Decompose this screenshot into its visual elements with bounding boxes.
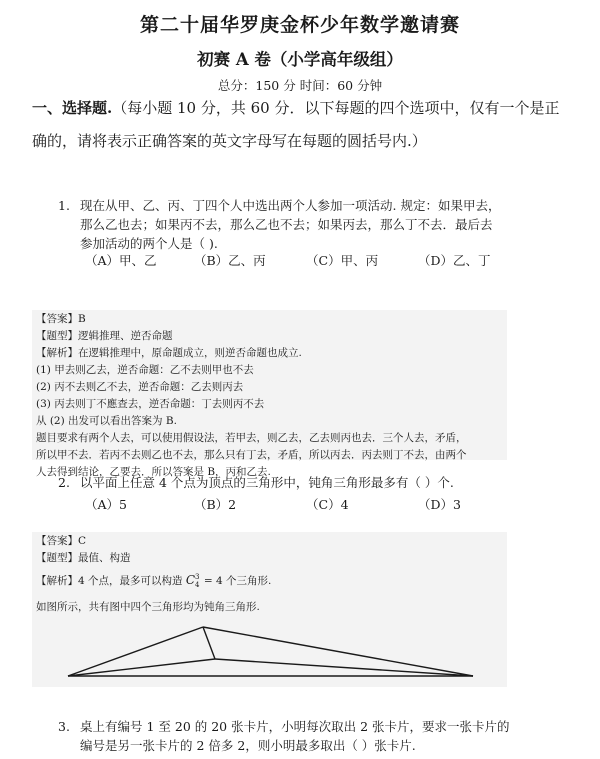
exam-meta: 总分：150 分 时间：60 分钟 bbox=[217, 78, 383, 93]
q1-from: 从 (2) 出发可以看出答案为 B. bbox=[36, 415, 177, 427]
figure-edge-top-right bbox=[203, 627, 473, 676]
question-2-number: 2. bbox=[58, 475, 70, 490]
question-1-option-c: （C）甲、丙 bbox=[306, 253, 379, 268]
section-instructions bbox=[32, 92, 572, 158]
q2-analysis bbox=[36, 572, 271, 591]
section-heading: 一、选择题. bbox=[32, 99, 113, 117]
q1-step-2: (2) 丙不去则乙不去，逆否命题：乙去则丙去 bbox=[36, 381, 244, 393]
q2-analysis-post: = 4 个三角形. bbox=[200, 575, 272, 587]
question-1-option-a: （A）甲、乙 bbox=[85, 253, 157, 268]
q2-answer: 【答案】C bbox=[36, 535, 87, 547]
question-2-option-a: （A）5 bbox=[85, 497, 127, 512]
question-3-line-2: 编号是另一张卡片的 2 倍多 2，则小明最多取出（ ）张卡片. bbox=[80, 738, 416, 753]
figure-edge-top-inner bbox=[203, 627, 215, 659]
q2-analysis-sup: 3 bbox=[195, 573, 200, 581]
q2-figure-caption: 如图所示，共有图中四个三角形均为钝角三角形. bbox=[36, 601, 260, 613]
page-title: 第二十届华罗庚金杯少年数学邀请赛 bbox=[139, 14, 460, 36]
q1-para-1: 题目要求有两个人去，可以使用假设法，若甲去，则乙去，乙去则丙也去．三个人去，矛盾， bbox=[36, 432, 467, 444]
question-1-option-b: （B）乙、丙 bbox=[194, 253, 266, 268]
question-2-text: 以平面上任意 4 个点为顶点的三角形中，钝角三角形最多有（ ）个. bbox=[80, 475, 454, 490]
obtuse-triangles-figure bbox=[60, 620, 480, 680]
page-subtitle: 初赛 A 卷（小学高年级组） bbox=[197, 50, 403, 69]
q1-step-1: (1) 甲去则乙去，逆否命题：乙不去则甲也不去 bbox=[36, 364, 254, 376]
q1-para-3: 人去得到结论，乙要去．所以答案是 B，丙和乙去. bbox=[36, 466, 271, 478]
q2-analysis-pre: 【解析】4 个点，最多可以构造 bbox=[36, 575, 186, 587]
q1-answer: 【答案】B bbox=[36, 313, 86, 325]
question-3-number: 3. bbox=[58, 719, 70, 734]
q1-para-2: 所以甲不去．若丙不去则乙也不去，那么只有丁去，矛盾，所以丙去．丙去则丁不去，由两个 bbox=[36, 449, 467, 461]
section-instructions-text: （每小题 10 分，共 60 分．以下每题的四个选项中，仅有一个是正确的，请将表示正确答案的英文字母写在每题的圆括号内.） bbox=[32, 99, 560, 150]
question-1-line-1: 现在从甲、乙、丙、丁四个人中选出两个人参加一项活动. 规定：如果甲去， bbox=[80, 198, 501, 213]
question-1-option-d: （D）乙、丁 bbox=[418, 253, 491, 268]
question-1-line-3: 参加活动的两个人是（ ). bbox=[80, 236, 218, 251]
q2-analysis-sub: 4 bbox=[195, 581, 200, 589]
question-1-number: 1. bbox=[58, 198, 70, 213]
q1-analysis: 【解析】在逻辑推理中，原命题成立，则逆否命题也成立. bbox=[36, 347, 302, 359]
question-1-line-2: 那么乙也去；如果丙不去，那么乙也不去；如果丙去，那么丁不去．最后去 bbox=[80, 217, 493, 232]
q2-type: 【题型】最值、构造 bbox=[36, 552, 131, 564]
question-2-option-d: （D）3 bbox=[418, 497, 461, 512]
figure-edge-inner-right bbox=[215, 659, 473, 676]
question-2-option-b: （B）2 bbox=[194, 497, 237, 512]
q1-step-3: (3) 丙去则丁不應查去，逆否命题：丁去则丙不去 bbox=[36, 398, 265, 410]
question-2-option-c: （C）4 bbox=[306, 497, 349, 512]
question-3-line-1: 桌上有编号 1 至 20 的 20 张卡片，小明每次取出 2 张卡片，要求一张卡片的 bbox=[80, 719, 510, 734]
q1-type: 【题型】逻辑推理、逆否命题 bbox=[36, 330, 173, 342]
q2-analysis-math: C bbox=[185, 573, 196, 587]
